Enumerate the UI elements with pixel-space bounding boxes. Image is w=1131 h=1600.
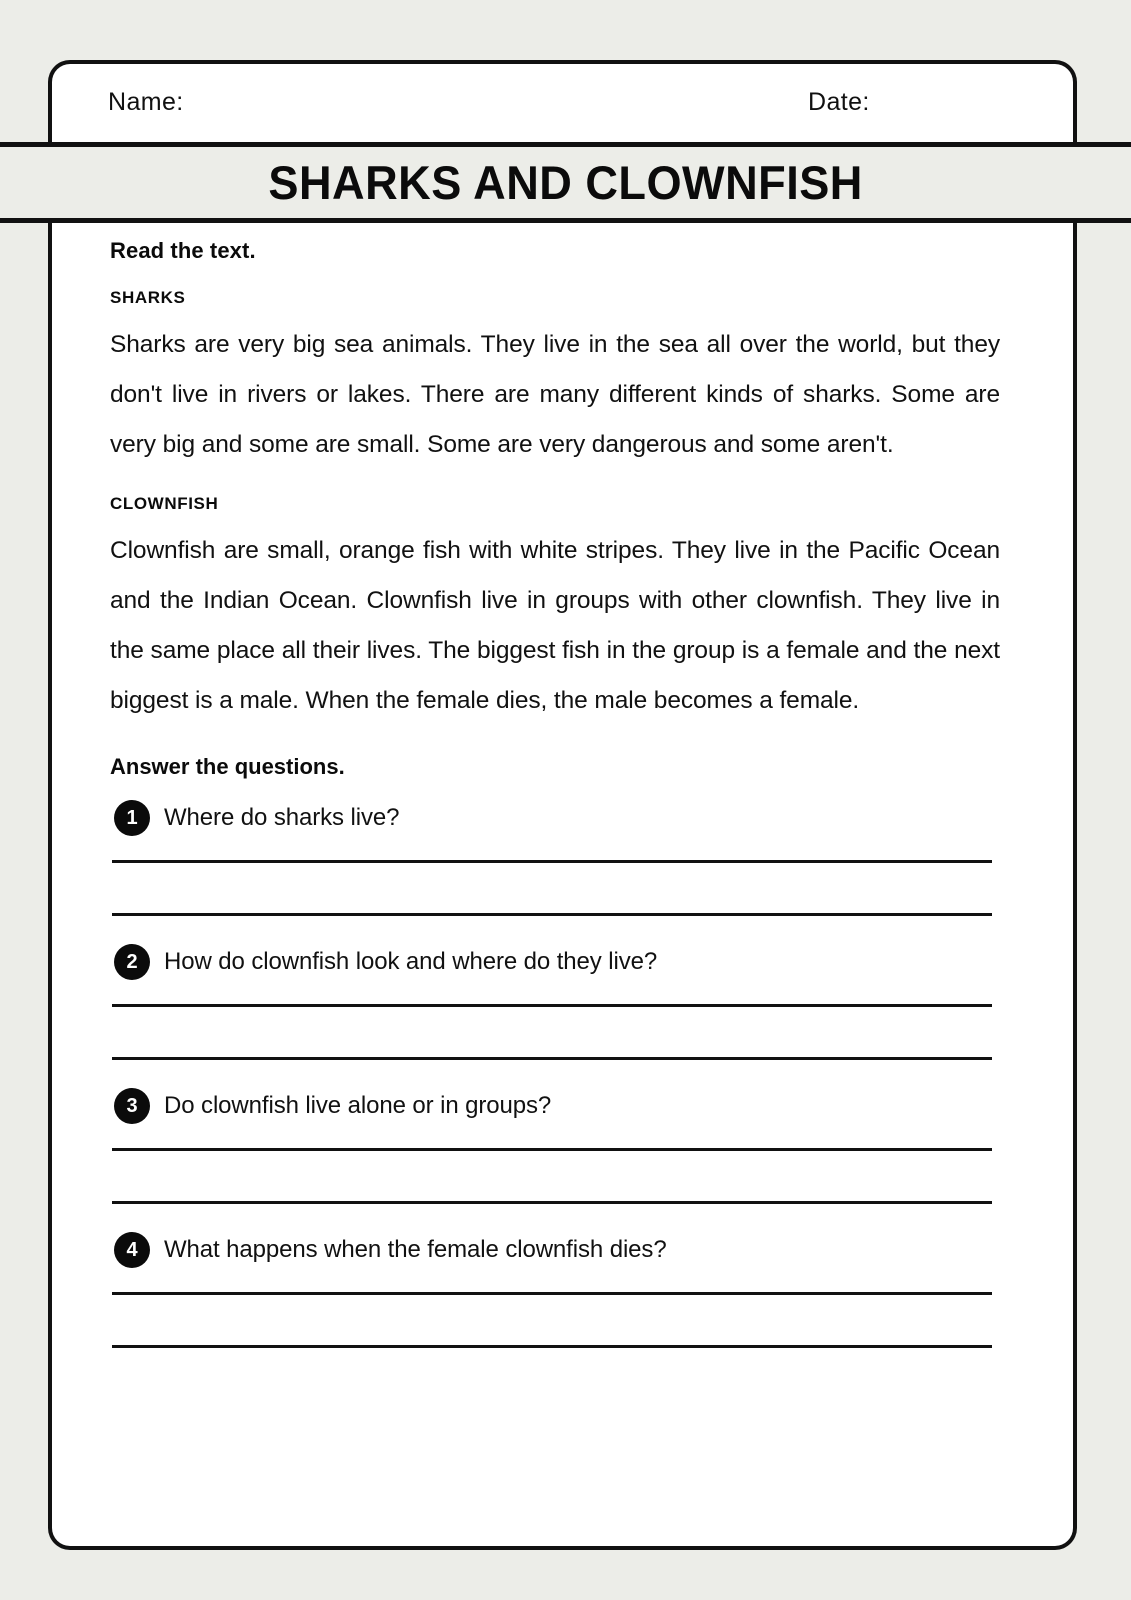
questions-list xyxy=(110,800,1000,1348)
question-row xyxy=(114,944,1000,980)
question-block xyxy=(110,1088,1000,1204)
question-text: Do clownfish live alone or in groups? xyxy=(164,1092,552,1119)
answer-line[interactable] xyxy=(112,1004,992,1007)
worksheet-content xyxy=(110,232,1000,1376)
answer-line[interactable] xyxy=(112,913,992,916)
sharks-section-heading: SHARKS xyxy=(110,288,186,307)
question-block xyxy=(110,944,1000,1060)
question-row xyxy=(114,1232,1000,1268)
question-number-badge: 1 xyxy=(114,800,150,836)
answer-the-questions-instruction: Answer the questions. xyxy=(110,754,345,779)
question-text: How do clownfish look and where do they live? xyxy=(164,948,658,975)
date-field-label: Date: xyxy=(808,88,870,116)
answer-line[interactable] xyxy=(112,1345,992,1348)
question-row xyxy=(114,800,1000,836)
read-the-text-instruction: Read the text. xyxy=(110,238,256,263)
answer-lines[interactable] xyxy=(112,1004,992,1060)
clownfish-passage: Clownfish are small, orange fish with white stripes. They live in the Pacific Ocean and the Indian Ocean. Clownfish live in groups with other clownfish. They live in the same place all their lives. The biggest fish in the group is a female and the next biggest is a male. When the female dies, the male becomes a female. xyxy=(110,537,1000,714)
question-number-badge: 3 xyxy=(114,1088,150,1124)
clownfish-section-heading: CLOWNFISH xyxy=(110,494,219,513)
answer-line[interactable] xyxy=(112,1057,992,1060)
title-band-bottom-rule xyxy=(0,218,1131,223)
answer-lines[interactable] xyxy=(112,860,992,916)
answer-lines[interactable] xyxy=(112,1292,992,1348)
answer-line[interactable] xyxy=(112,860,992,863)
answer-line[interactable] xyxy=(112,1148,992,1151)
question-block xyxy=(110,1232,1000,1348)
question-row xyxy=(114,1088,1000,1124)
question-number-badge: 4 xyxy=(114,1232,150,1268)
answer-lines[interactable] xyxy=(112,1148,992,1204)
question-block xyxy=(110,800,1000,916)
name-date-row xyxy=(48,60,1077,145)
answer-line[interactable] xyxy=(112,1201,992,1204)
question-text: What happens when the female clownfish dies? xyxy=(164,1236,667,1263)
name-field-label: Name: xyxy=(108,88,184,116)
title-band xyxy=(0,147,1131,218)
page-title: SHARKS AND CLOWNFISH xyxy=(268,156,863,209)
answer-line[interactable] xyxy=(112,1292,992,1295)
sharks-passage: Sharks are very big sea animals. They live in the sea all over the world, but they don't live in rivers or lakes. There are many different kinds of sharks. Some are very big and some are small. Some are very dangerous and some aren't. xyxy=(110,331,1000,458)
question-number-badge: 2 xyxy=(114,944,150,980)
question-text: Where do sharks live? xyxy=(164,804,400,831)
